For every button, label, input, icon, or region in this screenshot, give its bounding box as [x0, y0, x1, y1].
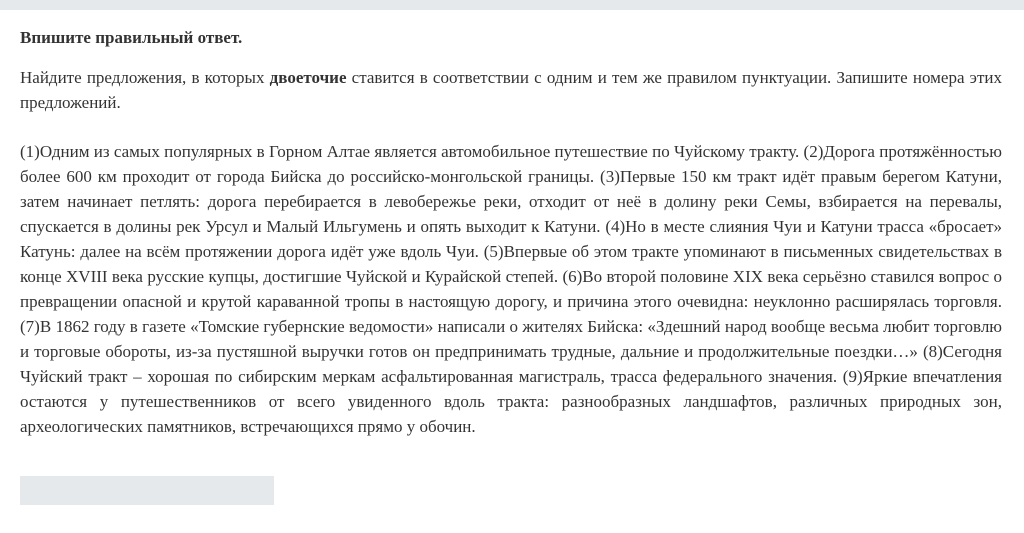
source-text: (1)Одним из самых популярных в Горном Алтае является автомобильное путешествие по Чуйскому тракту. (2)Дорога протяжённостью более 600 км проходит от города Бийска до российско-монгольской границы. (3)Первые 150 км тракт идёт правым берегом Катуни, затем начинает петлять: дорога перебирается в левобережье реки, отходит от неё в долину реки Семы, взбирается на перевалы, спускается в долины рек Урсул и Малый Ильгумень и опять выходит к Катуни. (4)Но в месте слияния Чуи и Катуни трасса «бросает» Катунь: далее на всём протяжении дорога идёт уже вдоль Чуи. (5)Впервые об этом тракте упоминают в письменных свидетельствах в конце XVIII века русские купцы, достигшие Чуйской и Курайской степей. (6)Во второй половине XIX века серьёзно ставился вопрос о превращении опасной и крутой караванной тропы в настоящую дорогу, и причина этого очевидна: неуклонно расширялась торговля. (7)В 1862 году в газете «Томские губернские ведомости» написали о жителях Бийска: «Здешний народ вообще весьма любит торговлю и торговые обороты, из-за пустяшной выручки готов он предпринимать трудные, дальние и продолжительные поездки…» (8)Сегодня Чуйский тракт – хорошая по сибирским меркам асфальтированная магистраль, трасса федерального значения. (9)Яркие впечатления остаются у путешественников от всего увиденного вдоль тракта: разнообразных ландшафтов, различных природных зон, археологических памятников, встречающихся прямо у обочин. [20, 142, 1002, 436]
instruction-heading: Впишите правильный ответ. [20, 28, 243, 47]
task-text-part2: ставится в соответствии с одним и тем же правилом пунктуации. Запишите номера этих предложений. [20, 68, 1002, 112]
task-text-part1: Найдите предложения, в которых [20, 68, 270, 87]
answer-input[interactable] [20, 476, 274, 505]
task-keyword: двоеточие [269, 68, 347, 87]
question-content [20, 26, 1002, 439]
top-bar [0, 0, 1024, 10]
task-description [20, 65, 1002, 115]
